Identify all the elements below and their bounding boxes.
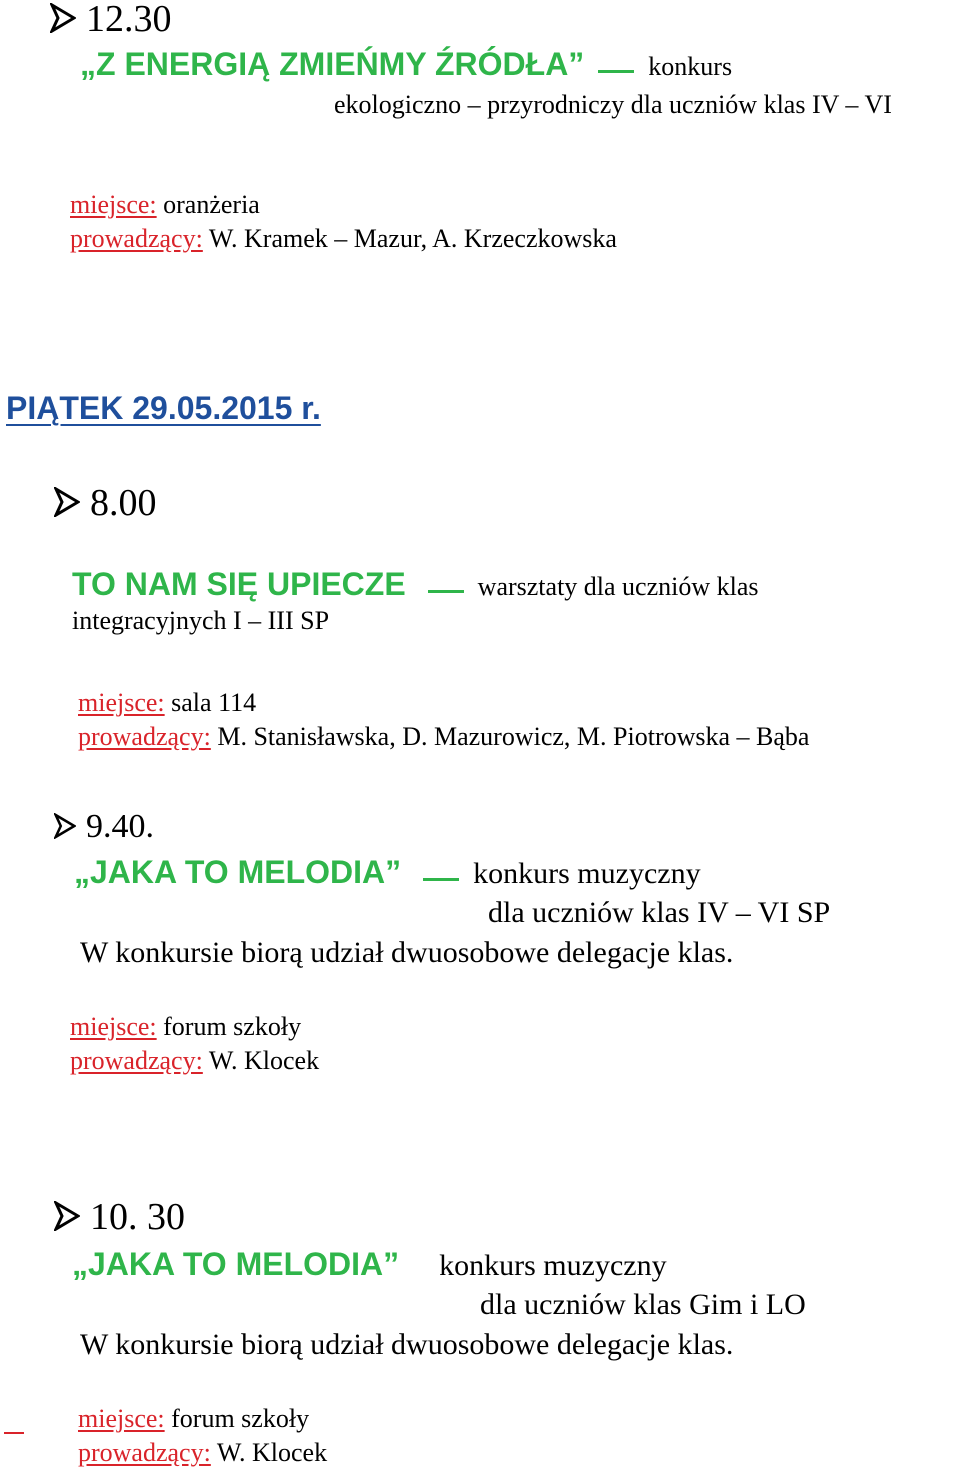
- time-8-00: 8.00: [54, 484, 157, 522]
- event-title-line: [80, 46, 732, 83]
- time-12-30: 12.30: [50, 0, 172, 38]
- place-line: [78, 688, 256, 718]
- event-title-line: [74, 854, 701, 891]
- event-title: TO NAM SIĘ UPIECZE: [72, 566, 406, 602]
- lead-label: prowadzący:: [78, 1438, 211, 1467]
- event-desc-line2: ekologiczno – przyrodniczy dla uczniów klas IV – VI: [334, 90, 892, 119]
- lead-value: M. Stanisławska, D. Mazurowicz, M. Piotrowska – Bąba: [217, 722, 810, 751]
- lead-value: W. Kramek – Mazur, A. Krzeczkowska: [208, 224, 617, 253]
- place-line: [78, 1404, 309, 1434]
- lead-value: W. Klocek: [216, 1438, 328, 1467]
- event-desc-line2: integracyjnych I – III SP: [72, 606, 330, 635]
- place-line: [70, 190, 260, 220]
- lead-label: prowadzący:: [78, 722, 211, 751]
- event-note: W konkursie biorą udział dwuosobowe delegacje klas.: [80, 936, 734, 969]
- lead-line: [78, 1438, 327, 1468]
- event-desc-line2: dla uczniów klas IV – VI SP: [488, 896, 831, 929]
- lead-value: W. Klocek: [208, 1046, 320, 1075]
- dash: [423, 878, 459, 881]
- event-desc-line2: dla uczniów klas Gim i LO: [480, 1288, 806, 1321]
- arrow-bullet-icon: [54, 813, 76, 839]
- place-value: oranżeria: [163, 190, 260, 219]
- event-desc: konkurs: [648, 52, 733, 81]
- lead-label: prowadzący:: [70, 1046, 203, 1075]
- arrow-bullet-icon: [54, 1201, 80, 1231]
- event-title: „Z ENERGIĄ ZMIEŃMY ŹRÓDŁA”: [80, 46, 585, 82]
- dash: [428, 590, 464, 593]
- lead-line: [78, 722, 809, 752]
- event-title-line: [72, 1246, 667, 1283]
- place-label: miejsce:: [78, 688, 165, 717]
- time-10-30: 10. 30: [54, 1198, 185, 1236]
- place-value: forum szkoły: [171, 1404, 310, 1433]
- event-title: „JAKA TO MELODIA”: [72, 1246, 400, 1282]
- event-desc: konkurs muzyczny: [473, 857, 701, 890]
- place-value: sala 114: [171, 688, 257, 717]
- place-label: miejsce:: [78, 1404, 165, 1433]
- dash: [598, 70, 634, 73]
- lead-line: [70, 1046, 319, 1076]
- lead-label: prowadzący:: [70, 224, 203, 253]
- event-title-line: [72, 566, 759, 603]
- red-dash-mark: [4, 1432, 24, 1434]
- place-line: [70, 1012, 301, 1042]
- event-desc: warsztaty dla uczniów klas: [477, 572, 759, 601]
- arrow-bullet-icon: [54, 487, 80, 517]
- event-note: W konkursie biorą udział dwuosobowe delegacje klas.: [80, 1328, 734, 1361]
- time-9-40: 9.40.: [54, 808, 154, 846]
- lead-line: [70, 224, 617, 254]
- arrow-bullet-icon: [50, 3, 76, 33]
- place-label: miejsce:: [70, 190, 157, 219]
- day-heading: PIĄTEK 29.05.2015 r.: [6, 390, 321, 426]
- event-desc: konkurs muzyczny: [439, 1249, 667, 1282]
- place-value: forum szkoły: [163, 1012, 302, 1041]
- event-title: „JAKA TO MELODIA”: [74, 854, 402, 890]
- place-label: miejsce:: [70, 1012, 157, 1041]
